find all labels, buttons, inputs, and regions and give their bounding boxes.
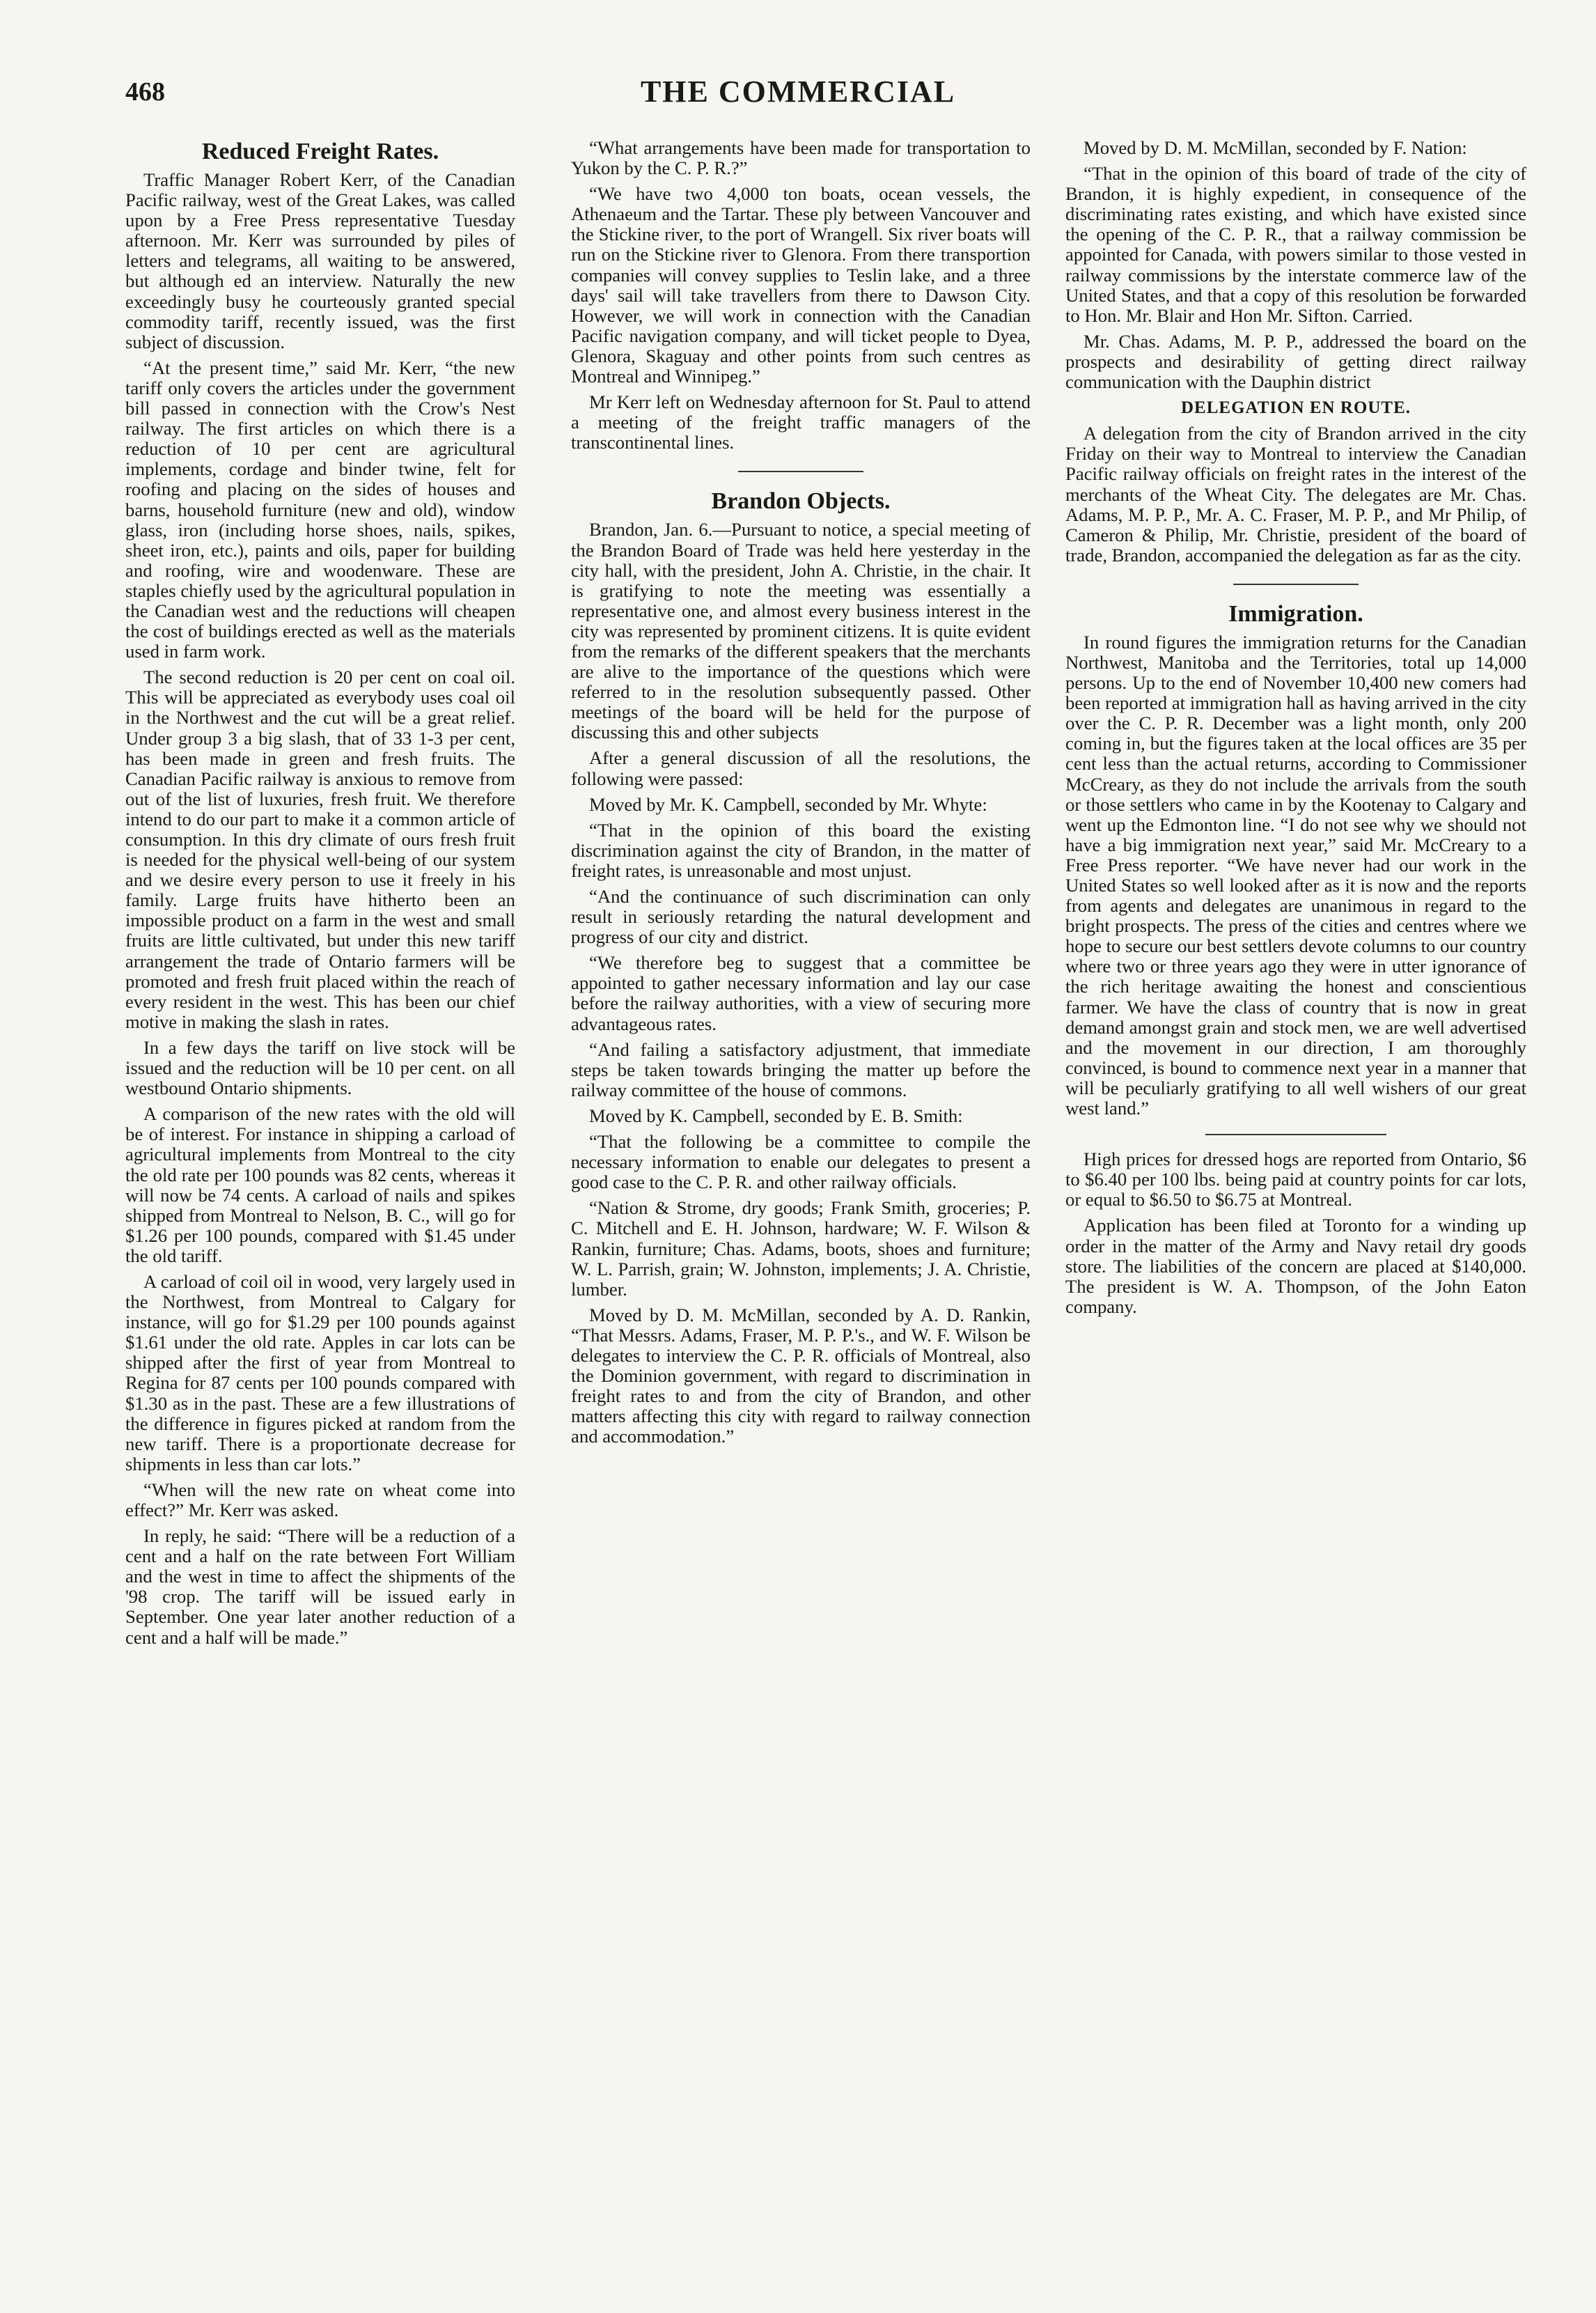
article-divider <box>1233 584 1359 585</box>
article-brandon-objects <box>571 488 1031 1447</box>
paragraph: The second reduction is 20 per cent on coal oil. This will be appreciated as everybody uses coal oil in the Northwest and the cut will be a great relief. Under group 3 a big slash, that of 33 1-3 per cent, has been made in green and fresh fruits. The Canadian Pacific railway is anxious to remove from out of the list of luxuries, fresh fruit. We therefore intend to do our part to make it a common article of consumption. In this dry climate of ours fresh fruit is needed for the physical well-being of our system and we desire every person to use it freely in his family. Large fruits have hitherto been an impossible product on a farm in the west and small fruits are little cultivated, but under this new tariff arrangement the trade of Ontario farmers will be promoted and fresh fruit placed within the reach of every resident in the west. This has been our chief motive in making the slash in rates. <box>125 667 515 1032</box>
paragraph: High prices for dressed hogs are reported from Ontario, $6 to $6.40 per 100 lbs. being paid at country points for car lots, or equal to $6.50 to $6.75 at Montreal. <box>1065 1148 1526 1210</box>
column-2 <box>571 138 1031 1452</box>
paragraph: Moved by K. Campbell, seconded by E. B. Smith: <box>589 1105 963 1126</box>
paragraph: Brandon, Jan. 6.—Pursuant to notice, a special meeting of the Brandon Board of Trade was held here yesterday in the city hall, with the president, John A. Christie, in the chair. It is gratifying to note the meeting was essentially a representative one, and almost every business interest in the city was represented by prominent citizens. It is quite evident from the remarks of the different speakers that the merchants are alive to the importance of the questions which were referred to in the resolution subsequently passed. Other meetings of the board will be held for the purpose of discussing this and other subjects <box>571 519 1031 743</box>
paragraph: Moved by D. M. McMillan, seconded by A. D. Rankin, “That Messrs. Adams, Fraser, M. P. P.'s., and W. F. Wilson be delegates to interview the C. P. R. officials of Montreal, also the Dominion government, with regard to discrimination in freight rates to and from the city of Brandon, and other matters affecting this city with regard to railway connection and accommodation.” <box>571 1304 1031 1447</box>
paragraph: Moved by D. M. McMillan, seconded by F. Nation: <box>1083 137 1467 158</box>
paragraph: “At the present time,” said Mr. Kerr, “the new tariff only covers the articles under the government bill passed in connection with the Crow's Nest railway. The first articles on which there is a reduction of 10 per cent are agricultural implements, cordage and binder twine, felt for roofing and placing on the sides of houses and barns, household furniture (new and old), window glass, iron (including horse shoes, nails, spikes, sheet iron, etc.), paints and oils, paper for building and roofing, wire and woodenware. These are staples chiefly used by the agricultural population in the Canadian west and the reductions will cheapen the cost of buildings erected as well as the materials used in farm work. <box>125 357 515 662</box>
masthead: THE COMMERCIAL <box>640 75 956 109</box>
paragraph: In a few days the tariff on live stock will be issued and the reduction will be 10 per cent. on all westbound Ontario shipments. <box>125 1036 515 1099</box>
paragraph: In round figures the immigration returns for the Canadian Northwest, Manitoba and the Territories, total up 14,000 persons. Up to the end of November 10,400 new comers had been reported at immigration hall as having arrived in the city over the C. P. R. December was a light month, only 200 coming in, but the figures taken at the local offices are 35 per cent less than the actual returns, according to Commissioner McCreary, as they do not include the arrivals from the south or those settlers who came in by the Kootenay to Calgary and went up the Edmonton line. “I do not see why we should not have a big immigration next year,” said Mr. McCreary to a Free Press reporter. “We have never had our work in the United States so well looked after as it is now and the reports from agents and delegates are unanimous in regard to the bright prospects. The press of the cities and centres where we hope to secure our best settlers devote columns to our country where two or three years ago they were in utter ignorance of the rich heritage awaiting the honest and conscientious farmer. We have the class of country that is now in great demand amongst grain and stock men, we are well advertised and the movement in our direction, I am thoroughly convinced, is bound to commence next year in a manner that will be peculiarly gratifying to all well wishers of our great west land.” <box>1065 631 1526 1119</box>
news-briefs <box>1065 1149 1526 1317</box>
paragraph: A carload of coil oil in wood, very largely used in the Northwest, from Montreal to Calgary for instance, will go for $1.29 per 100 pounds against $1.61 under the old rate. Apples in car lots can be shipped after the first of year from Montreal to Regina for 87 cents per 100 pounds compared with $1.30 as in the past. These are a few illustrations of the difference in figures picked at random from the new tariff. There is a proportionate decrease for shipments in less than car lots.” <box>125 1270 515 1474</box>
article-reduced-freight-rates <box>125 138 515 1648</box>
paragraph: In reply, he said: “There will be a reduction of a cent and a half on the rate between Fort William and the west in time to affect the shipments of the '98 crop. The tariff will be issued early in September. One year later another reduction of a cent and a half will be made.” <box>125 1525 515 1648</box>
article-title: Reduced Freight Rates. <box>201 139 439 164</box>
paragraph: “That in the opinion of this board the existing discrimination against the city of Brandon, in the matter of freight rates, is unreasonable and most unjust. <box>571 819 1031 881</box>
page-number: 468 <box>125 77 165 107</box>
subheading: DELEGATION EN ROUTE. <box>1180 398 1411 418</box>
article-divider <box>1205 1134 1386 1135</box>
paragraph: After a general discussion of all the resolutions, the following were passed: <box>571 747 1031 789</box>
paragraph: “We have two 4,000 ton boats, ocean vessels, the Athenaeum and the Tartar. These ply between Vancouver and the Stickine river, to the port of Wrangell. Six river boats will run on the Stickine river to Glenora. From there transportion companies will convey supplies to Teslin lake, and a three days' sail will take travellers from there to Dawson City. However, we will work in connection with the Canadian Pacific navigation company, and will ticket people to Dyea, Glenora, Skaguay and other points from such centres as Montreal and Winnipeg.” <box>571 183 1031 387</box>
paragraph: Mr. Chas. Adams, M. P. P., addressed the board on the prospects and desirability of getting direct railway communication with the Dauphin district <box>1065 330 1526 393</box>
paragraph: “And the continuance of such discrimination can only result in seriously retarding the natural development and progress of our city and district. <box>571 886 1031 948</box>
article-divider <box>738 471 863 472</box>
paragraph: Mr Kerr left on Wednesday afternoon for St. Paul to attend a meeting of the freight traffic managers of the transcontinental lines. <box>571 391 1031 453</box>
column-1 <box>125 138 515 1653</box>
paragraph: Traffic Manager Robert Kerr, of the Canadian Pacific railway, west of the Great Lakes, was called upon by a Free Press representative Tuesday afternoon. Mr. Kerr was surrounded by piles of letters and telegrams, all waiting to be answered, but although ed an interview. Naturally the new exceedingly busy he courteously granted special commodity tariff, recently issued, was the first subject of discussion. <box>125 169 515 352</box>
paragraph: “That in the opinion of this board of trade of the city of Brandon, it is highly expedient, in consequence of the discriminating rates existing, and which have existed since the opening of the C. P. R., that a railway commission be appointed for Canada, with powers similar to those vested in railway commissions by the interstate commerce law of the United States, and that a copy of this resolution be forwarded to Hon. Mr. Blair and Hon Mr. Sifton. Carried. <box>1065 163 1526 326</box>
page-header <box>0 72 1596 121</box>
paragraph: Application has been filed at Toronto for a winding up order in the matter of the Army and Navy retail dry goods store. The liabilities of the concern are placed at $140,000. The president is W. A. Thompson, of the John Eaton company. <box>1065 1215 1526 1317</box>
paragraph: “When will the new rate on wheat come into effect?” Mr. Kerr was asked. <box>125 1479 515 1520</box>
article-immigration <box>1065 600 1526 1119</box>
article-title: Brandon Objects. <box>711 488 891 515</box>
paragraph: “We therefore beg to suggest that a committee be appointed to gather necessary information and lay our case before the railway authorities, with a view of securing more advantageous rates. <box>571 952 1031 1034</box>
paragraph: A delegation from the city of Brandon arrived in the city Friday on their way to Montreal to interview the Canadian Pacific railway officials on freight rates in the interest of the merchants of the Wheat City. The delegates are Mr. Chas. Adams, M. P. P., Mr. A. C. Fraser, M. P. P., and Mr Philip, of Cameron & Philip, Mr. Christie, president of the board of trade, Brandon, accompanied the delegation as far as the city. <box>1065 423 1526 566</box>
paragraph: A comparison of the new rates with the old will be of interest. For instance in shipping a carload of agricultural implements from Montreal to the city the old rate per 100 pounds was 82 cents, whereas it will now be 74 cents. A carload of nails and spikes shipped from Montreal to Nelson, B. C., will go for $1.26 per 100 pounds, compared with $1.45 under the old tariff. <box>125 1103 515 1266</box>
paragraph: “That the following be a committee to compile the necessary information to enable our delegates to present a good case to the C. P. R. and other railway officials. <box>571 1131 1031 1193</box>
column-3 <box>1065 138 1526 1323</box>
paragraph: Moved by Mr. K. Campbell, seconded by Mr. Whyte: <box>589 793 987 815</box>
paragraph: “And failing a satisfactory adjustment, that immediate steps be taken towards bringing the matter up before the railway committee of the house of commons. <box>571 1038 1031 1100</box>
article-title: Immigration. <box>1228 600 1363 627</box>
paragraph: “Nation & Strome, dry goods; Frank Smith, groceries; P. C. Mitchell and E. H. Johnson, hardware; W. F. Wilson & Rankin, furniture; Chas. Adams, boots, shoes and furniture; W. L. Parrish, grain; W. Johnston, implements; J. A. Christie, lumber. <box>571 1197 1031 1300</box>
paragraph: “What arrangements have been made for transportation to Yukon by the C. P. R.?” <box>571 137 1031 179</box>
